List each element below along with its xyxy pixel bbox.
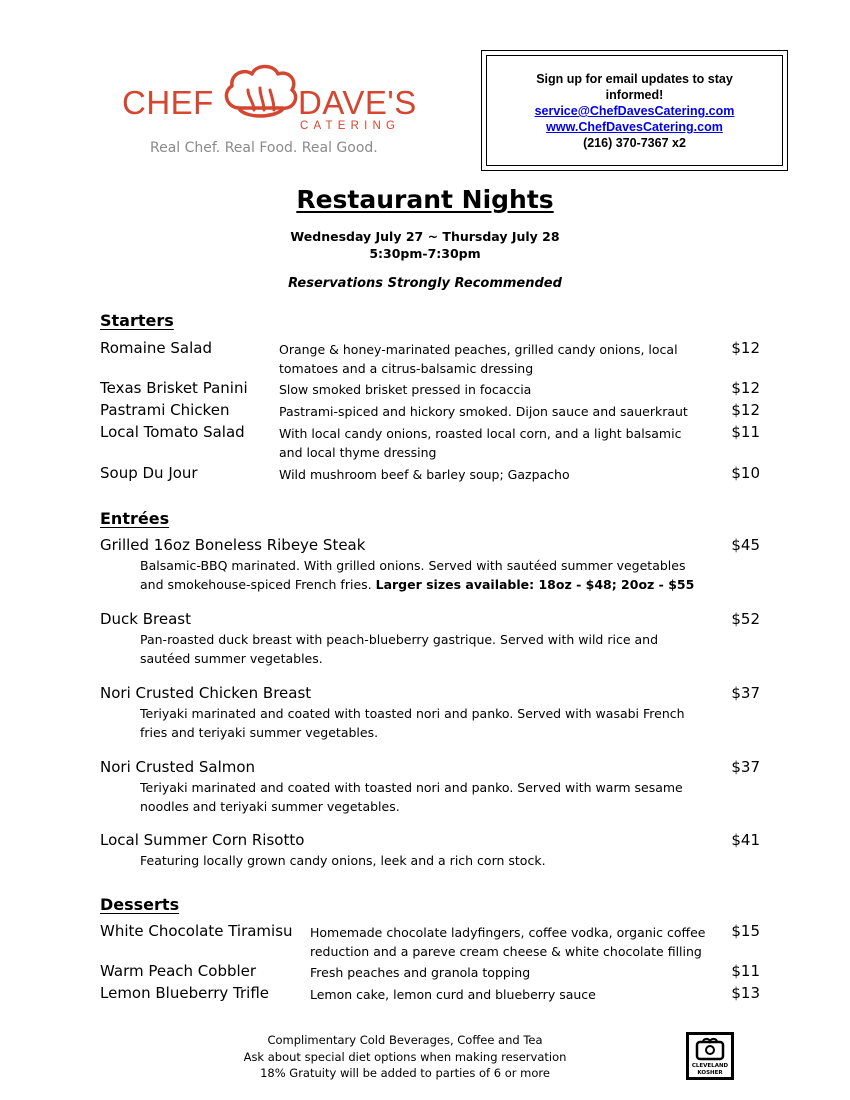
entree-price: $37 (731, 758, 760, 776)
entree-desc: Featuring locally grown candy onions, leek and a rich corn stock. (140, 853, 546, 868)
starter-price: $12 (731, 379, 760, 397)
dessert-desc: Lemon cake, lemon curd and blueberry sauce (310, 987, 596, 1002)
starter-name: Texas Brisket Panini (100, 379, 248, 397)
logo-daves-text: DAVE'S (298, 84, 417, 121)
dessert-price: $13 (731, 984, 760, 1002)
dessert-name: Lemon Blueberry Trifle (100, 984, 270, 1002)
entree-desc: Teriyaki marinated and coated with toasted nori and panko. Served with warm sesame noodles and teriyaki summer vegetables. (140, 780, 683, 814)
kosher-seal-icon (686, 1032, 734, 1080)
starter-name: Pastrami Chicken (100, 401, 230, 419)
starter-desc: Pastrami-spiced and hickory smoked. Dijon sauce and sauerkraut (279, 404, 688, 419)
dessert-price: $15 (731, 922, 760, 940)
page-title (0, 185, 850, 214)
phone-number: (216) 370-7367 x2 (583, 136, 686, 150)
starter-price: $12 (731, 339, 760, 357)
entree-name: Local Summer Corn Risotto (100, 831, 305, 849)
kosher-seal-line-2: KOSHER (697, 1070, 723, 1076)
starter-desc: Slow smoked brisket pressed in focaccia (279, 382, 532, 397)
signup-line-2: informed! (605, 88, 664, 102)
dessert-name: White Chocolate Tiramisu (100, 922, 293, 940)
entree-desc: Teriyaki marinated and coated with toasted nori and panko. Served with wasabi French fries and teriyaki summer vegetables. (140, 706, 685, 740)
dessert-name: Warm Peach Cobbler (100, 962, 257, 980)
entree-name: Nori Crusted Chicken Breast (100, 684, 312, 702)
starter-price: $12 (731, 401, 760, 419)
entree-price: $45 (731, 536, 760, 554)
logo-catering-text: CATERING (300, 120, 401, 132)
logo (122, 62, 422, 162)
larger-sizes-note: Larger sizes available: 18oz - $48; 20oz - $55 (375, 577, 695, 592)
entree-name: Duck Breast (100, 610, 192, 628)
kosher-seal-graphic (689, 1035, 731, 1077)
entree-price: $41 (731, 831, 760, 849)
footer-notes (0, 1032, 790, 1082)
entrees-heading: Entrées (100, 509, 170, 528)
entree-desc: Balsamic-BBQ marinated. With grilled onions. Served with sautéed summer vegetables and smokehouse-spiced French fries. Larger sizes available: 18oz - $48; 20oz - $55 (140, 558, 695, 592)
footer-line-2: Ask about special diet options when making reservation (243, 1049, 567, 1064)
kosher-seal-line-1: CLEVELAND (691, 1063, 729, 1069)
starter-price: $11 (731, 423, 760, 441)
footer-line-3: 18% Gratuity will be added to parties of 6 or more (260, 1066, 550, 1080)
starter-desc: Wild mushroom beef & barley soup; Gazpacho (279, 467, 570, 482)
email-link[interactable]: service@ChefDavesCatering.com (534, 104, 735, 118)
entree-desc: Pan-roasted duck breast with peach-blueberry gastrique. Served with wild rice and sautéed summer vegetables. (140, 632, 658, 666)
signup-box-inner (486, 55, 783, 166)
entree-name: Nori Crusted Salmon (100, 758, 256, 776)
entree-price: $37 (731, 684, 760, 702)
signup-line-1: Sign up for email updates to stay (536, 72, 733, 86)
event-date-range: Wednesday July 27 ~ Thursday July 28 (290, 229, 560, 244)
dessert-price: $11 (731, 962, 760, 980)
website-link[interactable]: www.ChefDavesCatering.com (546, 120, 723, 134)
desserts-heading: Desserts (100, 895, 180, 914)
starter-desc: With local candy onions, roasted local corn, and a light balsamic and local thyme dressing (279, 426, 682, 460)
logo-chef-text: CHEF (122, 84, 214, 121)
reservations-note: Reservations Strongly Recommended (288, 276, 562, 291)
starter-price: $10 (731, 464, 760, 482)
event-time: 5:30pm-7:30pm (369, 246, 481, 261)
starter-name: Local Tomato Salad (100, 423, 245, 441)
starter-name: Romaine Salad (100, 339, 212, 357)
starters-heading: Starters (100, 311, 174, 330)
entree-price: $52 (731, 610, 760, 628)
footer-line-1: Complimentary Cold Beverages, Coffee and Tea (267, 1033, 543, 1047)
signup-box (481, 50, 788, 171)
entree-name: Grilled 16oz Boneless Ribeye Steak (100, 536, 366, 554)
event-dates (0, 228, 850, 262)
page-title-text: Restaurant Nights (296, 185, 554, 214)
logo-tagline: Real Chef. Real Food. Real Good. (150, 140, 378, 156)
chef-hat-icon (218, 62, 298, 124)
dessert-desc: Fresh peaches and granola topping (310, 965, 531, 980)
dessert-desc: Homemade chocolate ladyfingers, coffee vodka, organic coffee reduction and a pareve cream cheese & white chocolate filling (310, 925, 706, 959)
starter-name: Soup Du Jour (100, 464, 198, 482)
starter-desc: Orange & honey-marinated peaches, grilled candy onions, local tomatoes and a citrus-balsamic dressing (279, 342, 678, 376)
